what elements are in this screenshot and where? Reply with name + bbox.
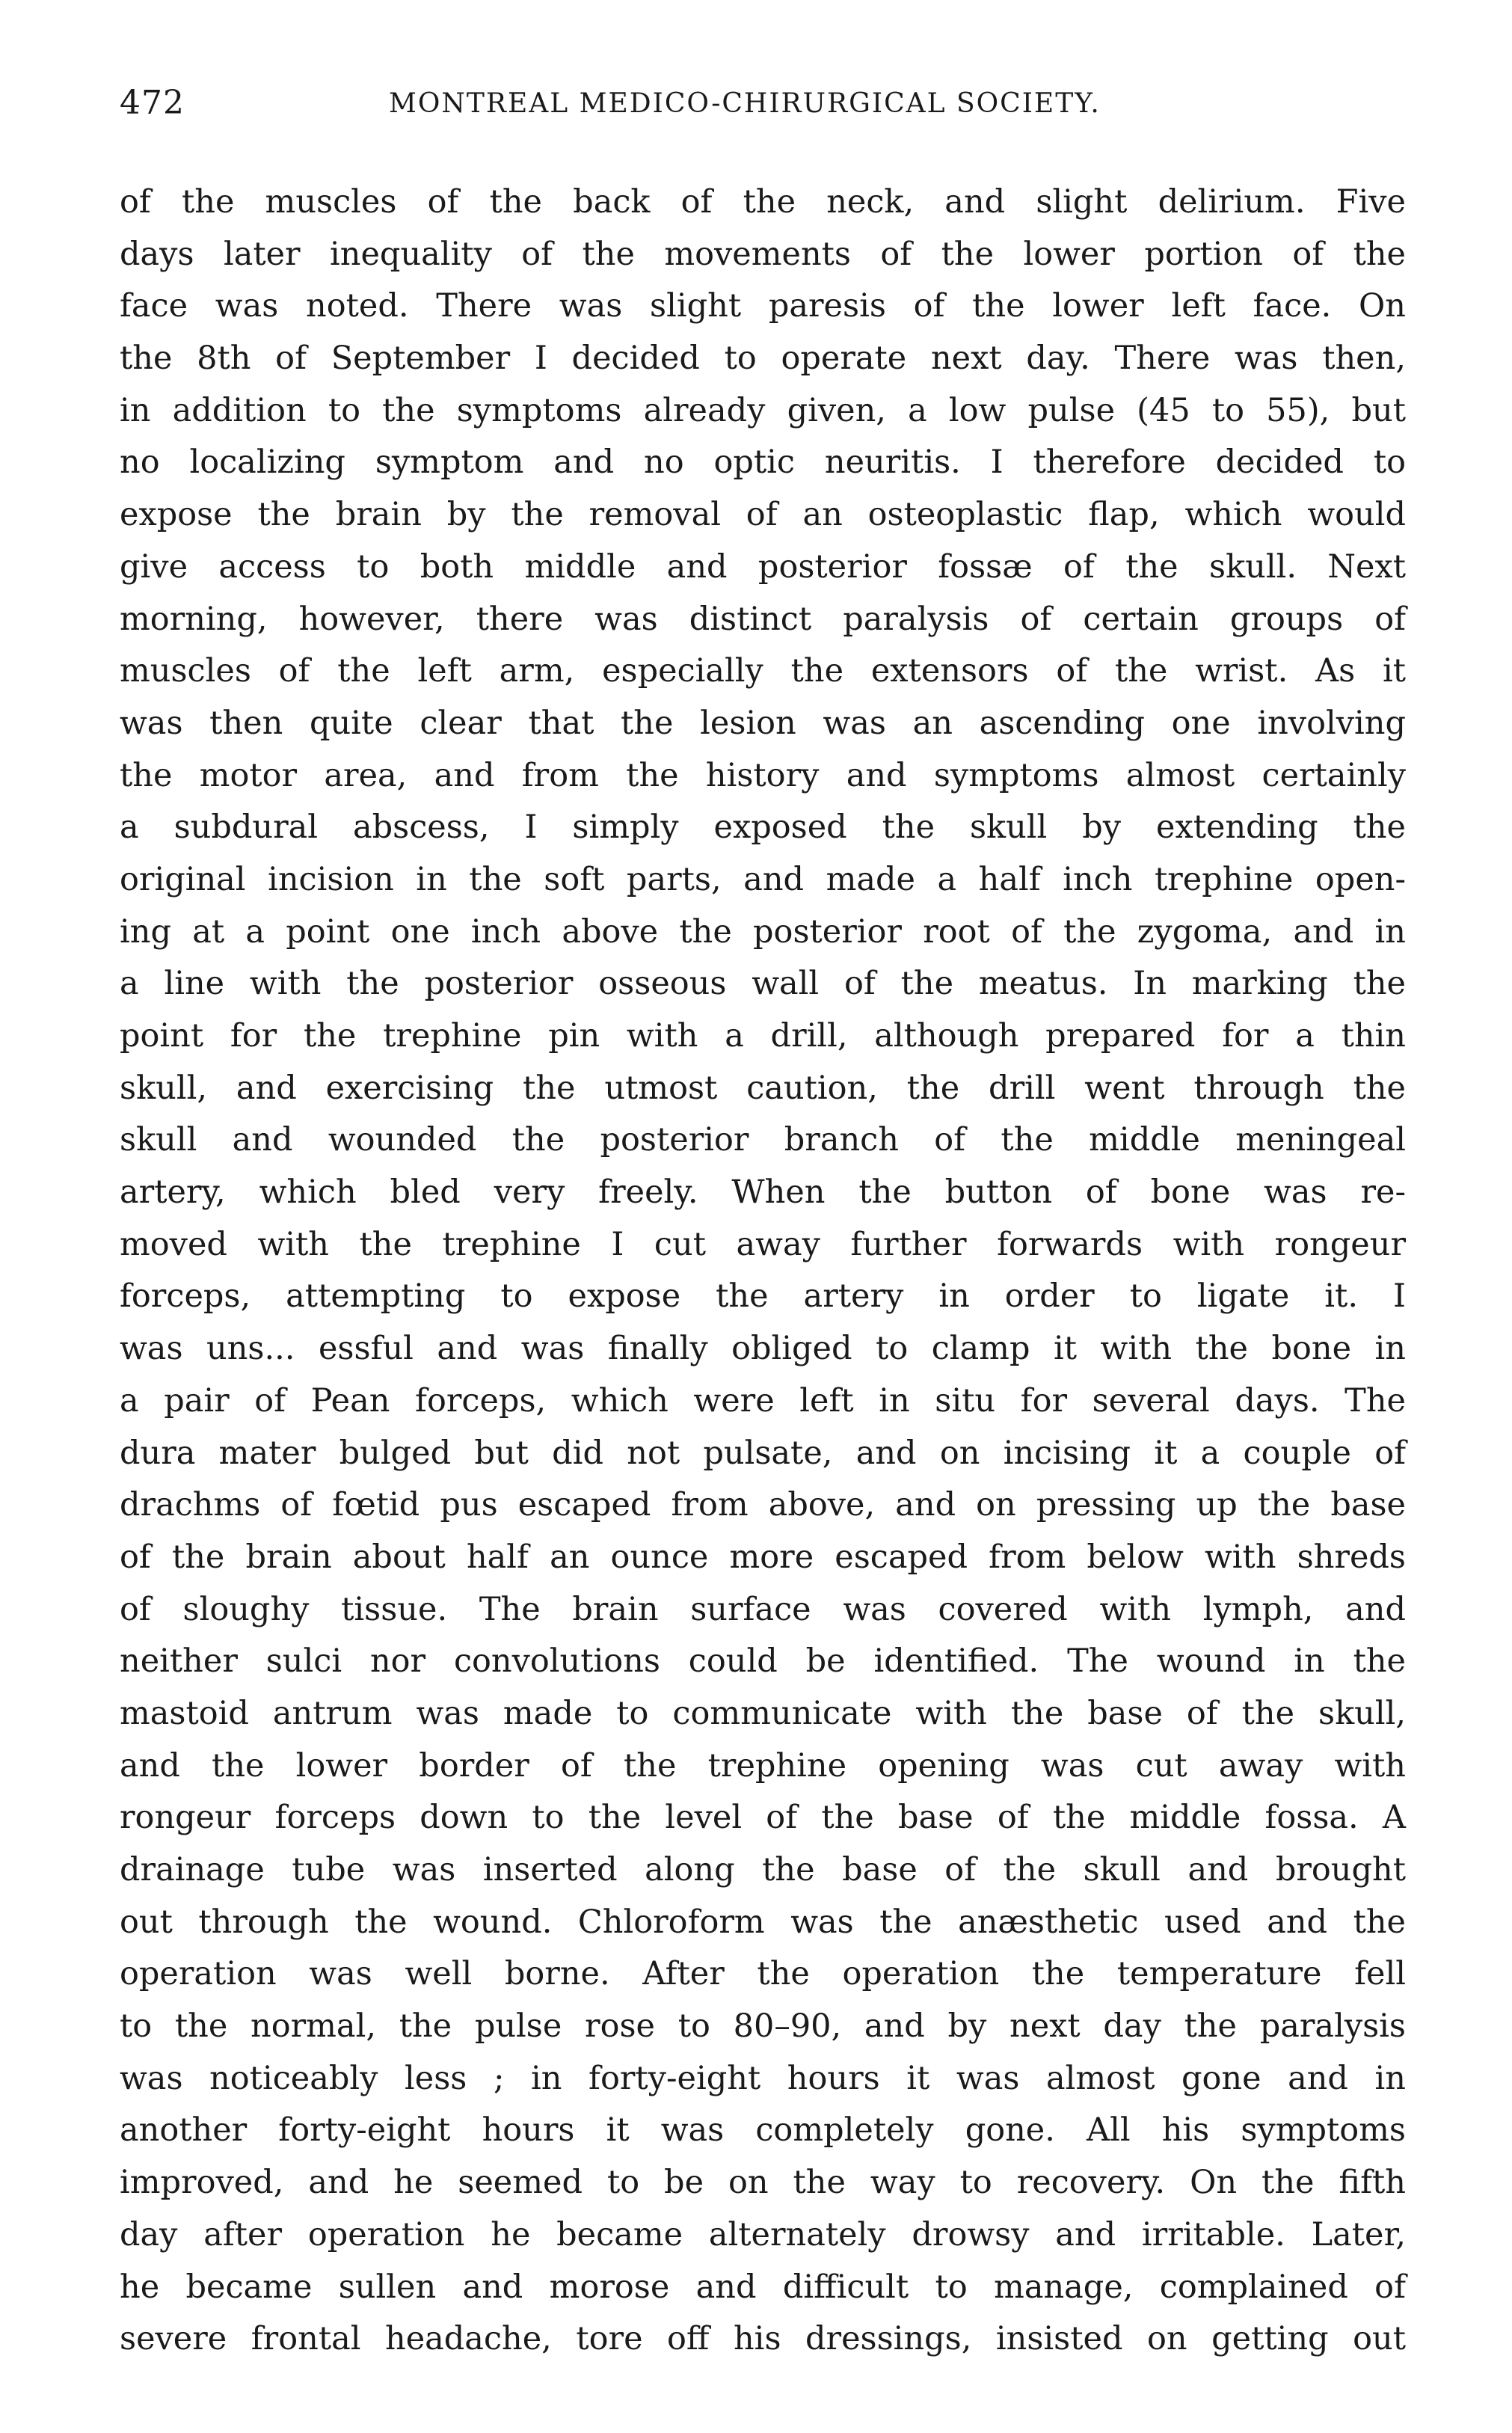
text-line: out through the wound. Chloroform was the anæsthetic used and the — [120, 1903, 1406, 1941]
text-line: was uns... essful and was finally obliged to clamp it with the bone in — [120, 1330, 1406, 1368]
text-line: the motor area, and from the history and symptoms almost certainly — [120, 756, 1406, 794]
text-line: skull, and exercising the utmost caution, the drill went through the — [120, 1069, 1406, 1107]
text-line: he became sullen and morose and difficult to manage, complained of — [120, 2268, 1406, 2306]
text-line: muscles of the left arm, especially the extensors of the wrist. As it — [120, 652, 1406, 690]
text-line: of the muscles of the back of the neck, and slight delirium. Five — [120, 183, 1406, 221]
text-line: drainage tube was inserted along the base of the skull and brought — [120, 1851, 1406, 1889]
text-line: was then quite clear that the lesion was an ascending one involving — [120, 704, 1406, 742]
text-line: another forty-eight hours it was completely gone. All his symptoms — [120, 2111, 1406, 2150]
page-number: 472 — [120, 84, 185, 122]
text-line: of the brain about half an ounce more escaped from below with shreds — [120, 1538, 1406, 1576]
text-line: day after operation he became alternately drowsy and irritable. Later, — [120, 2215, 1406, 2253]
text-line: to the normal, the pulse rose to 80–90, and by next day the paralysis — [120, 2007, 1406, 2046]
text-line: forceps, attempting to expose the artery in order to ligate it. I — [120, 1277, 1406, 1316]
text-line: of sloughy tissue. The brain surface was covered with lymph, and — [120, 1590, 1406, 1628]
text-line: morning, however, there was distinct paralysis of certain groups of — [120, 600, 1406, 638]
text-line: dura mater bulged but did not pulsate, and on incising it a couple of — [120, 1434, 1406, 1472]
page-header — [120, 84, 1413, 129]
text-line: neither sulci nor convolutions could be identified. The wound in the — [120, 1642, 1406, 1681]
text-line: skull and wounded the posterior branch of the middle meningeal — [120, 1121, 1406, 1159]
text-line: and the lower border of the trephine opening was cut away with — [120, 1746, 1406, 1785]
text-line: give access to both middle and posterior fossæ of the skull. Next — [120, 547, 1406, 586]
text-line: rongeur forceps down to the level of the base of the middle fossa. A — [120, 1799, 1406, 1837]
text-line: a pair of Pean forceps, which were left in situ for several days. The — [120, 1381, 1406, 1420]
text-line: improved, and he seemed to be on the way to recovery. On the fifth — [120, 2164, 1406, 2202]
text-line: artery, which bled very freely. When the button of bone was re- — [120, 1173, 1406, 1212]
text-line: severe frontal headache, tore off his dressings, insisted on getting out — [120, 2320, 1406, 2358]
text-line: expose the brain by the removal of an osteoplastic flap, which would — [120, 496, 1406, 534]
text-line: original incision in the soft parts, and made a half inch trephine open- — [120, 860, 1406, 898]
text-line: in addition to the symptoms already given, a low pulse (45 to 55), but — [120, 391, 1406, 429]
text-line: a line with the posterior osseous wall of the meatus. In marking the — [120, 965, 1406, 1003]
text-line: operation was well borne. After the operation the temperature fell — [120, 1955, 1406, 1993]
text-line: point for the trephine pin with a drill, although prepared for a thin — [120, 1017, 1406, 1055]
text-line: no localizing symptom and no optic neuritis. I therefore decided to — [120, 444, 1406, 482]
text-line: the 8th of September I decided to operate next day. There was then, — [120, 340, 1406, 378]
text-line: was noticeably less ; in forty-eight hours it was almost gone and in — [120, 2059, 1406, 2097]
text-line: mastoid antrum was made to communicate with the base of the skull, — [120, 1694, 1406, 1732]
text-line: face was noted. There was slight paresis of the lower left face. On — [120, 287, 1406, 325]
body-text — [120, 177, 1406, 2366]
text-line: ing at a point one inch above the posterior root of the zygoma, and in — [120, 912, 1406, 951]
text-line: moved with the trephine I cut away further forwards with rongeur — [120, 1225, 1406, 1263]
running-title: MONTREAL MEDICO-CHIRURGICAL SOCIETY. — [389, 88, 1101, 119]
text-line: days later inequality of the movements of the lower portion of the — [120, 235, 1406, 273]
text-line: a subdural abscess, I simply exposed the skull by extending the — [120, 809, 1406, 847]
text-line: drachms of fœtid pus escaped from above, and on pressing up the base — [120, 1486, 1406, 1524]
